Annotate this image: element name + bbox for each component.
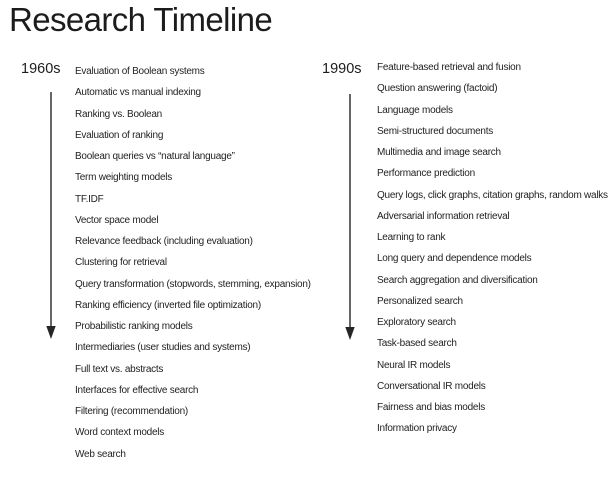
timeline-item: Web search xyxy=(75,448,126,460)
timeline-item: Task-based search xyxy=(377,338,457,350)
timeline-item: Personalized search xyxy=(377,295,463,307)
timeline-items-1960s xyxy=(75,61,311,465)
timeline-item: Multimedia and image search xyxy=(377,147,501,158)
timeline-item: Full text vs. abstracts xyxy=(75,363,164,375)
timeline-item: Fairness and bias models xyxy=(377,402,485,413)
timeline-item: Language models xyxy=(377,104,453,116)
timeline-item: Exploratory search xyxy=(377,317,456,328)
timeline-item: Ranking efficiency (inverted file optimization) xyxy=(75,299,261,311)
timeline-item: Automatic vs manual indexing xyxy=(75,87,201,99)
timeline-item: Clustering for retrieval xyxy=(75,257,167,269)
timeline-item: Information privacy xyxy=(377,423,457,435)
timeline-item: Probabilistic ranking models xyxy=(75,321,193,332)
timeline-item: Feature-based retrieval and fusion xyxy=(377,62,521,73)
timeline-item: Question answering (factoid) xyxy=(377,83,498,95)
timeline-item: Query transformation (stopwords, stemming, expansion) xyxy=(75,278,311,290)
timeline-item: Evaluation of Boolean systems xyxy=(75,66,205,77)
timeline-item: Search aggregation and diversification xyxy=(377,274,538,286)
timeline-items-1990s xyxy=(377,57,608,440)
timeline-item: Semi-structured documents xyxy=(377,125,494,137)
timeline-item: Ranking vs. Boolean xyxy=(75,108,162,120)
down-arrow-icon xyxy=(344,90,356,345)
timeline-item: Learning to rank xyxy=(377,232,446,243)
down-arrow-icon xyxy=(45,88,57,343)
timeline-item: Conversational IR models xyxy=(377,380,486,392)
timeline-item: Evaluation of ranking xyxy=(75,129,164,141)
timeline-item: Term weighting models xyxy=(75,172,173,184)
timeline-item: Relevance feedback (including evaluation) xyxy=(75,236,253,247)
timeline-item: Long query and dependence models xyxy=(377,253,532,265)
timeline-item: Adversarial information retrieval xyxy=(377,210,510,222)
decade-label-1960s: 1960s xyxy=(21,61,61,77)
timeline-item: Neural IR models xyxy=(377,359,451,371)
timeline-item: Query logs, click graphs, citation graphs, random walks xyxy=(377,189,608,201)
timeline-item: Boolean queries vs “natural language” xyxy=(75,151,235,162)
timeline-item: TF.IDF xyxy=(75,193,104,205)
timeline-item: Word context models xyxy=(75,427,164,439)
decade-label-1990s: 1990s xyxy=(322,61,362,77)
timeline-item: Filtering (recommendation) xyxy=(75,406,188,417)
timeline-item: Interfaces for effective search xyxy=(75,384,199,396)
timeline-item: Vector space model xyxy=(75,214,159,226)
page-title: Research Timeline xyxy=(9,1,273,38)
timeline-item: Intermediaries (user studies and systems) xyxy=(75,342,251,354)
timeline-item: Performance prediction xyxy=(377,168,475,180)
